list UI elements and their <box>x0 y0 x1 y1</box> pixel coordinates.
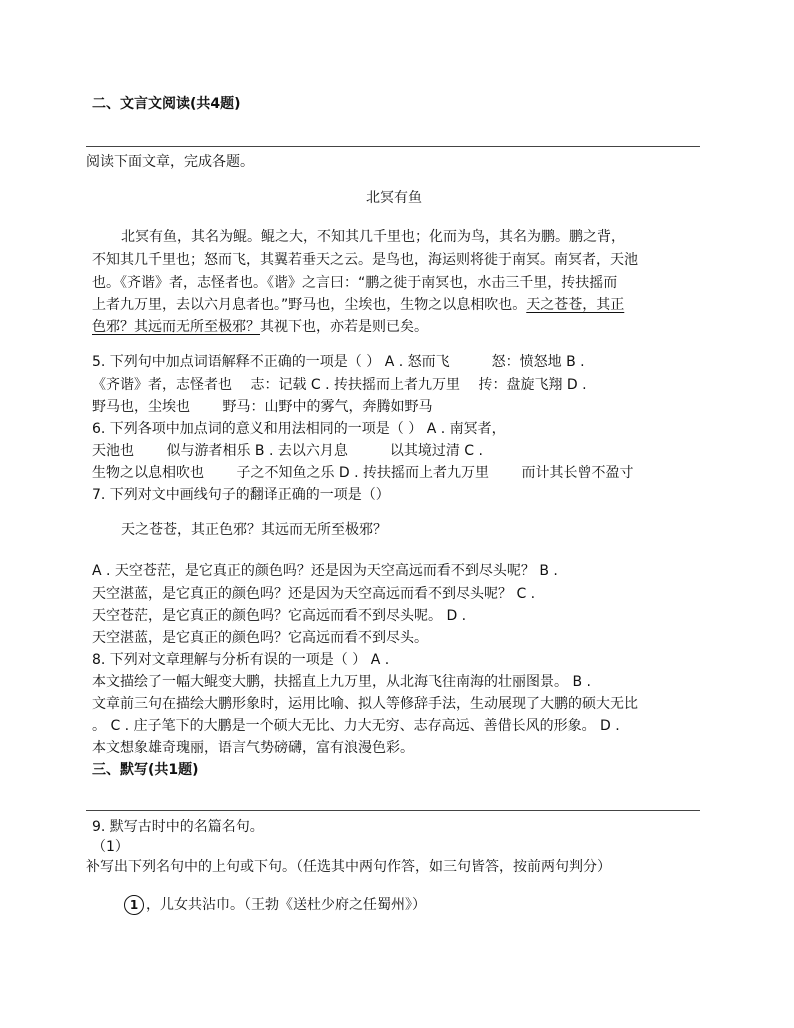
question-5-line: 《齐谐》者，志怪者也 志：记载 C . 抟扶摇而上者九万里 抟：盘旋飞翔 D . <box>92 377 587 393</box>
question-9: 9. 默写古时中的名篇名句。 <box>92 819 264 835</box>
question-7-option: 天空湛蓝，是它真正的颜色吗？还是因为天空高远而看不到尽头呢？ C . <box>92 586 536 602</box>
underlined-sentence: 天之苍苍，其正 <box>526 297 625 313</box>
question-8-option: 文章前三句在描绘大鹏形象时，运用比喻、拟人等修辞手法，生动展现了大鹏的硕大无比 <box>92 696 638 712</box>
passage-line: 不知其几千里也；怒而飞，其翼若垂天之云。是鸟也，海运则将徙于南冥。南冥者，天池 <box>92 252 638 268</box>
question-8-option: 本文想象雄奇瑰丽，语言气势磅礴，富有浪漫色彩。 <box>92 740 414 756</box>
section-heading: 二、文言文阅读(共4题) <box>92 96 241 112</box>
question-8: 8. 下列对文章理解与分析有误的一项是（ ） A . <box>92 652 390 668</box>
question-5-line: 野马也，尘埃也 野马：山野中的雾气，奔腾如野马 <box>92 399 433 415</box>
question-8-option: 本文描绘了一幅大鲲变大鹏，扶摇直上九万里，从北海飞往南海的壮丽图景。 B . <box>92 674 591 690</box>
item-number-circle: 1 <box>124 895 144 915</box>
divider <box>86 810 700 811</box>
question-7-option: 天空湛蓝，是它真正的颜色吗？它高远而看不到尽头。 <box>92 630 428 646</box>
question-9-instruction: 补写出下列名句中的上句或下句。（任选其中两句作答，如三句皆答，按前两句判分） <box>86 859 611 875</box>
passage-line: 上者九万里，去以六月息者也。”野马也，尘埃也，生物之以息相吹也。天之苍苍，其正 <box>92 297 625 313</box>
question-9-item: 1 ，儿女共沾巾。（王勃《送杜少府之任蜀州》） <box>124 895 426 915</box>
question-6-line: 生物之以息相吹也 子之不知鱼之乐 D . 抟扶摇而上者九万里 而计其长曾不盈寸 <box>92 465 634 481</box>
question-5: 5. 下列句中加点词语解释不正确的一项是（ ） A . 怒而飞 怒：愤怒地 B . <box>92 354 585 370</box>
question-8-option: 。 C . 庄子笔下的大鹏是一个硕大无比、力大无穷、志存高远、善借长风的形象。 D . <box>92 718 620 734</box>
passage-line: 北冥有鱼，其名为鲲。鲲之大，不知其几千里也；化而为鸟，其名为鹏。鹏之背， <box>121 229 625 245</box>
passage-line: 色邪？其远而无所至极邪？其视下也，亦若是则已矣。 <box>92 319 428 335</box>
question-7-quote: 天之苍苍，其正色邪？其远而无所至极邪？ <box>121 522 387 538</box>
question-7-option: 天空苍茫，是它真正的颜色吗？它高远而看不到尽头呢。 D . <box>92 608 467 624</box>
passage-title: 北冥有鱼 <box>366 190 422 206</box>
instruction: 阅读下面文章，完成各题。 <box>86 154 254 170</box>
question-7-option: A . 天空苍茫，是它真正的颜色吗？还是因为天空高远而看不到尽头呢？ B . <box>92 563 558 579</box>
passage-line: 也。《齐谐》者，志怪者也。《谐》之言曰：“鹏之徙于南冥也，水击三千里，抟扶摇而 <box>92 275 618 291</box>
question-9-part: （1） <box>92 839 129 855</box>
question-6-line: 天池也 似与游者相乐 B . 去以六月息 以其境过清 C . <box>92 443 483 459</box>
underlined-sentence: 色邪？其远而无所至极邪？ <box>92 319 260 335</box>
divider <box>86 146 700 147</box>
question-6: 6. 下列各项中加点词的意义和用法相同的一项是（ ） A . 南冥者， <box>92 421 506 437</box>
section-heading: 三、默写(共1题) <box>92 762 199 778</box>
question-7: 7. 下列对文中画线句子的翻译正确的一项是（） <box>92 487 390 503</box>
